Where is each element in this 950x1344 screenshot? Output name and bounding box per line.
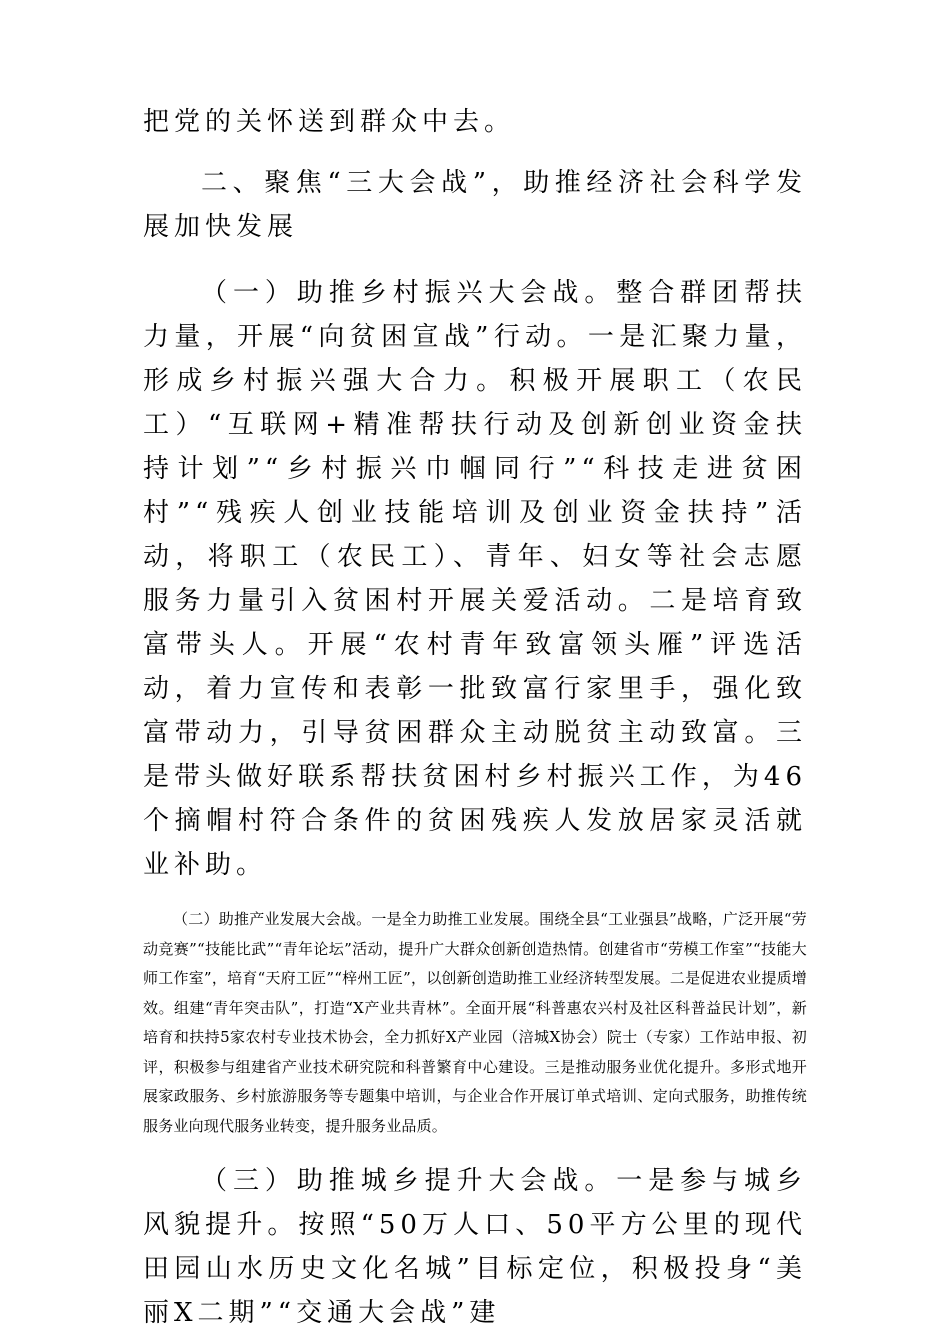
section-heading-2: 二、聚焦“三大会战”，助推经济社会科学发展加快发展 [143, 168, 807, 242]
section-3-paragraph: （三）助推城乡提升大会战。一是参与城乡风貌提升。按照“50万人口、50平方公里的现代田园山水历史文化名城”目标定位，积极投身“美丽X二期”“交通大会战”建 [143, 1166, 807, 1328]
section-1-paragraph: （一）助推乡村振兴大会战。整合群团帮扶力量，开展“向贫困宣战”行动。一是汇聚力量，形成乡村振兴强大合力。积极开展职工（农民工）“互联网+精准帮扶行动及创新创业资金扶持计划”“乡村振兴巾帼同行”“科技走进贫困村”“残疾人创业技能培训及创业资金扶持”活动，将职工（农民工）、青年、妇女等社会志愿服务力量引入贫困村开展关爱活动。二是培育致富带头人。开展“农村青年致富领头雁”评选活动，着力宣传和表彰一批致富行家里手，强化致富带动力，引导贫困群众主动脱贫主动致富。三是带头做好联系帮扶贫困村乡村振兴工作，为46个摘帽村符合条件的贫困残疾人发放居家灵活就业补助。 [143, 278, 807, 880]
paragraph-continuation: 把党的关怀送到群众中去。 [143, 107, 516, 137]
section-2-paragraph: （二）助推产业发展大会战。一是全力助推工业发展。围绕全县“工业强县”战略，广泛开展“劳动竞赛”“技能比武”“青年论坛”活动，提升广大群众创新创造热情。创建省市“劳模工作室”“技能大师工作室”，培育“天府工匠”“梓州工匠”，以创新创造助推工业经济转型发展。二是促进农业提质增效。组建“青年突击队”，打造“X产业共青林”。全面开展“科普惠农兴村及社区科普益民计划”，新培育和扶持5家农村专业技术协会，全力抓好X产业园（涪城X协会）院士（专家）工作站申报、初评，积极参与组建省产业技术研究院和科普繁育中心建设。三是推动服务业优化提升。多形式地开展家政服务、乡村旅游服务等专题集中培训，与企业合作开展订单式培训、定向式服务，助推传统服务业向现代服务业转变，提升服务业品质。 [143, 910, 807, 1135]
document-page [143, 100, 807, 1335]
